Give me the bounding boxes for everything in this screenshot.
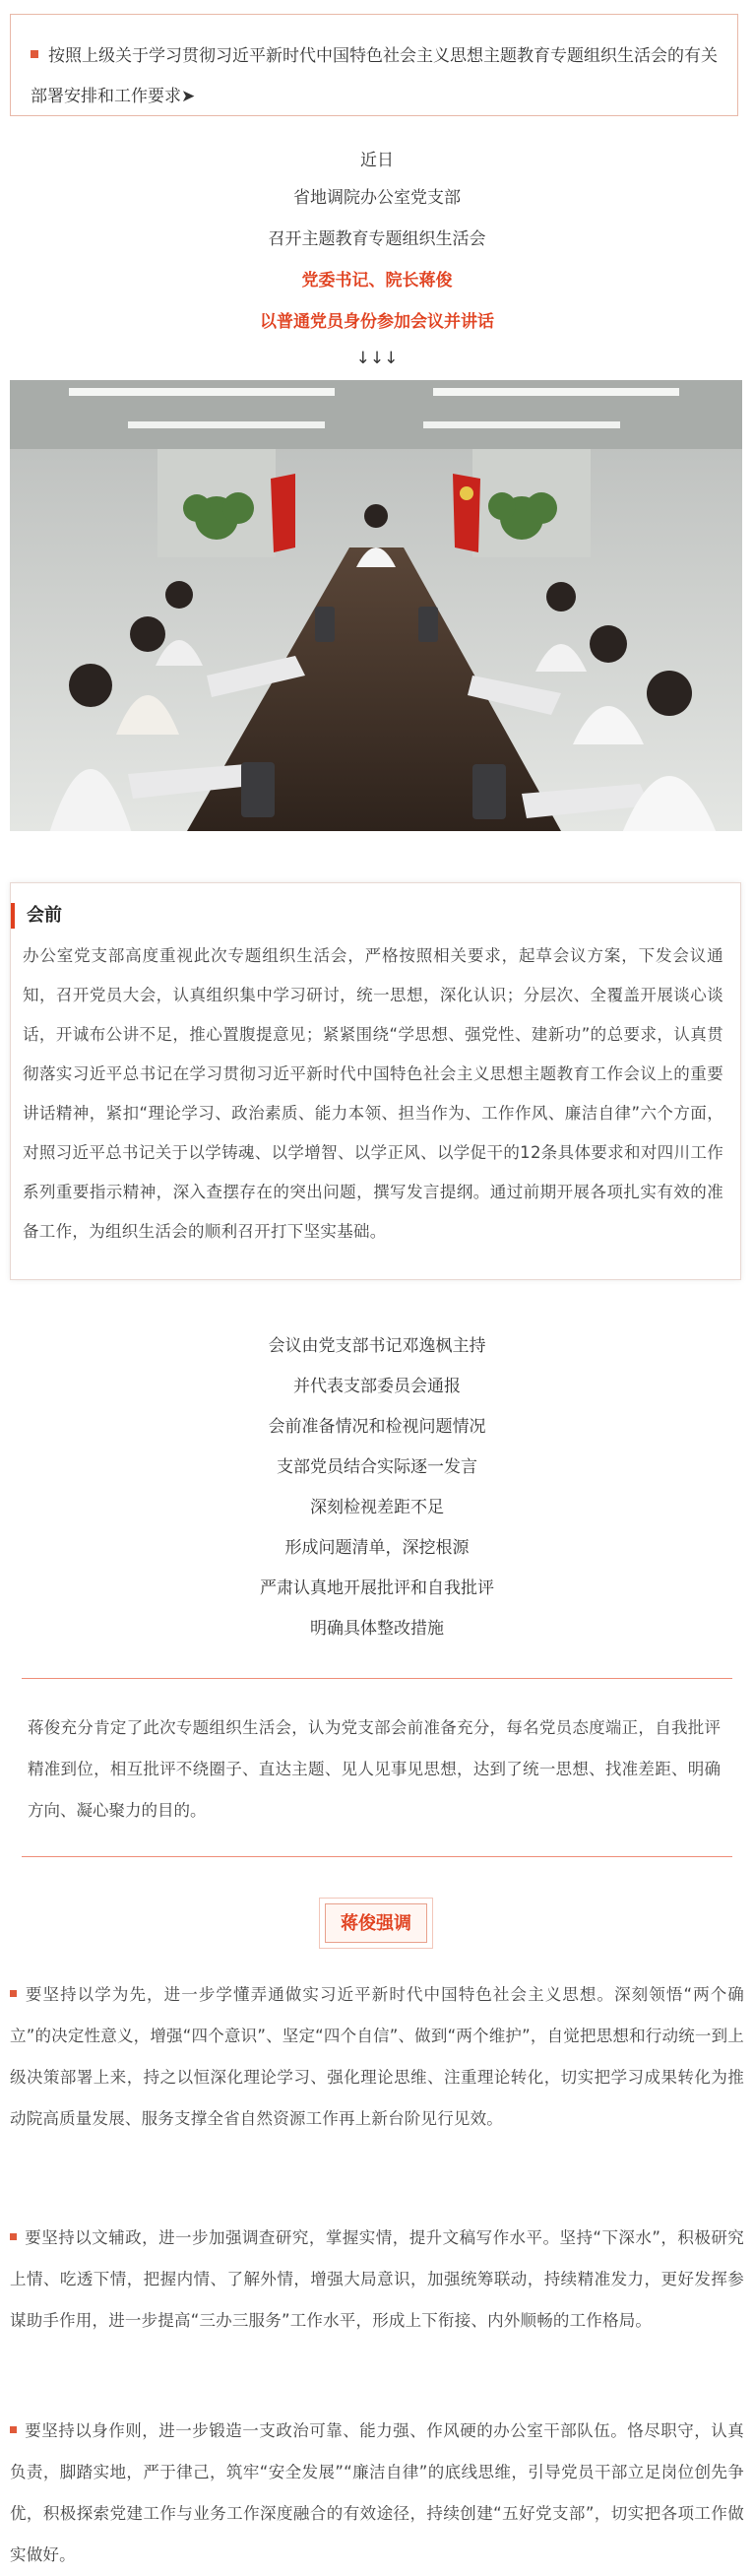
section-body: 办公室党支部高度重视此次专题组织生活会，严格按照相关要求，起草会议方案，下发会议通知，召开党员大会，认真组织集中学习研讨，统一思想，深化认识；分层次、全覆盖开展谈心谈话，开诚布公讲不足，推心置腹提意见；紧紧围绕“学思想、强党性、建新功”的总要求，认真贯彻落实习近平总书记在学习贯彻习近平新时代中国特色社会主义思想主题教育工作会议上的重要讲话精神，紧扣“理论学习、政治素质、能力本领、担当作为、工作作风、廉洁自律”六个方面，对照习近平总书记关于以学铸魂、以学增智、以学正风、以学促干的12条具体要求和对四川工作系列重要指示精神，深入查摆存在的突出问题，撰写发言提纲。通过前期开展各项扎实有效的准备工作，为组织生活会的顺利召开打下坚实基础。 [23,946,723,1241]
emphasis-point-2-text: 要坚持以文辅政，进一步加强调查研究，掌握实情，提升文稿写作水平。坚持“下深水”，积极研究上情、吃透下情，把握内情、了解外情，增强大局意识，加强统筹联动，持续精准发力，更好发挥参谋助手作用，进一步提高“三办三服务”工作水平，形成上下衔接、内外顺畅的工作格局。 [10,2228,744,2330]
meeting-photo [10,380,742,831]
emphasis-point-2 [10,2218,744,2342]
emphasis-badge-label: 蒋俊强调 [325,1903,427,1943]
emphasis-point-1 [10,1974,744,2140]
red-square-icon [10,2426,17,2433]
divider-top [22,1678,732,1679]
pre-meeting-section [10,882,741,1280]
headline-red-line-1: 党委书记、院长蒋俊 [301,271,453,290]
step-line-8: 明确具体整改措施 [310,1619,444,1639]
emphasis-point-1-text: 要坚持以学为先，进一步学懂弄通做实习近平新时代中国特色社会主义思想。深刻领悟“两个确立”的决定性意义，增强“四个意识”、坚定“四个自信”、做到“两个维护”，自觉把思想和行动统一到上级决策部署上来，持之以恒深化理论学习、强化理论思维、注重理论转化，切实把学习成果转化为推动院高质量发展、服务支撑全省自然资源工作再上新台阶见行见效。 [10,1985,744,2128]
down-arrows: ↓↓↓ [355,349,399,368]
section-title: 会前 [11,903,62,929]
step-line-2: 并代表支部委员会通报 [293,1377,461,1396]
emphasis-point-3-text: 要坚持以身作则，进一步锻造一支政治可靠、能力强、作风硬的办公室干部队伍。恪尽职守，认真负责，脚踏实地，严于律己，筑牢“安全发展”“廉洁自律”的底线思维，引导党员干部立足岗位创先争优，积极探索党建工作与业务工作深度融合的有效途径，持续创建“五好党支部”，切实把各项工作做实做好。 [10,2421,744,2564]
intro-box [10,14,738,116]
headline-line-3: 召开主题教育专题组织生活会 [268,229,486,249]
step-line-6: 形成问题清单，深挖根源 [284,1538,470,1558]
red-square-icon [10,1990,17,1997]
divider-bottom [22,1856,732,1857]
red-square-icon [31,50,38,58]
headline-red-line-2: 以普通党员身份参加会议并讲话 [260,312,494,332]
emphasis-point-3 [10,2411,744,2576]
meeting-photo-illustration [10,380,742,831]
intro-text: 按照上级关于学习贯彻习近平新时代中国特色社会主义思想主题教育专题组织生活会的有关部署安排和工作要求➤ [31,46,718,106]
emphasis-badge [319,1898,433,1949]
headline-line-2: 省地调院办公室党支部 [293,188,461,208]
red-square-icon [10,2233,17,2240]
praise-paragraph: 蒋俊充分肯定了此次专题组织生活会，认为党支部会前准备充分，每名党员态度端正，自我批评精准到位，相互批评不绕圈子、直达主题、见人见事见思想，达到了统一思想、找准差距、明确方向、凝心聚力的目的。 [28,1718,721,1820]
step-line-7: 严肃认真地开展批评和自我批评 [260,1578,494,1598]
step-line-1: 会议由党支部书记邓逸枫主持 [268,1336,486,1356]
step-line-5: 深刻检视差距不足 [310,1498,444,1517]
headline-line-1: 近日 [360,151,394,170]
step-line-3: 会前准备情况和检视问题情况 [268,1417,486,1437]
step-line-4: 支部党员结合实际逐一发言 [277,1457,477,1477]
